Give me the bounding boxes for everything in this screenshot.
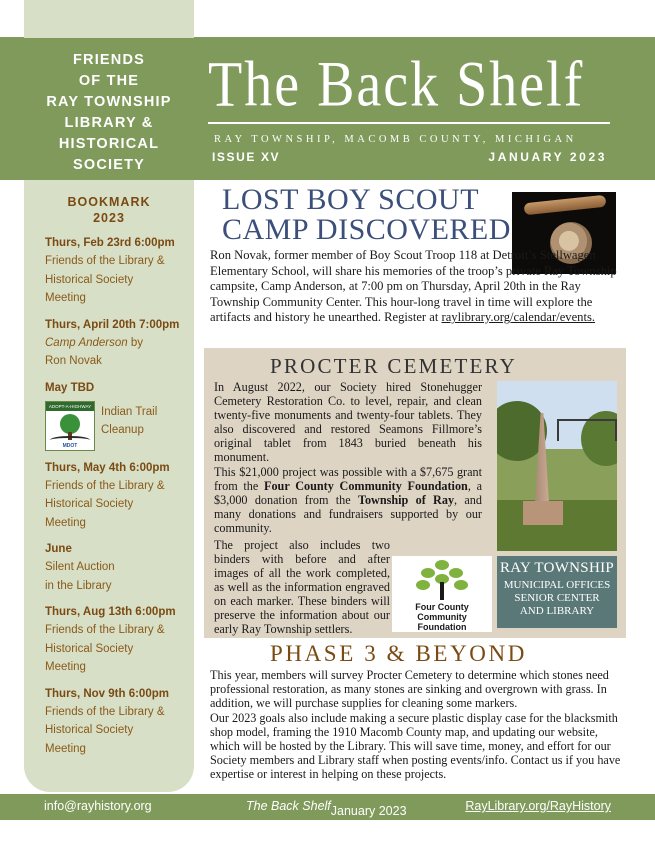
event-desc-line: Meeting — [45, 661, 86, 673]
adopt-highway — [45, 401, 193, 451]
issue-number: ISSUE XV — [212, 150, 281, 164]
event-desc — [45, 703, 193, 759]
event-date: Thurs, April 20th 7:00pm — [45, 318, 180, 331]
newsletter-title: The Back Shelf — [208, 49, 585, 121]
event-desc-line: Historical Society — [45, 498, 134, 510]
foundation-caption — [392, 602, 492, 632]
event-desc — [45, 621, 193, 677]
event-item — [45, 316, 193, 371]
lost-camp-heading — [222, 185, 511, 245]
event-date: Thurs, Aug 13th 6:00pm — [45, 606, 176, 618]
event-item — [45, 540, 193, 595]
phase3-para: This year, members will survey Procter Cemetery to determine which stones need professional restoration, as many stones are sinking and overgrown with grass. In addition, we will purchase supplies for cleaning some markers. — [210, 668, 609, 711]
event-date: May TBD — [45, 381, 95, 394]
org-line: FRIENDS — [72, 52, 146, 68]
sign-line: SENIOR CENTER — [514, 592, 600, 604]
event-item — [45, 234, 193, 308]
event-date: June — [45, 543, 72, 555]
procter-para-3: The project also includes two binders with before and after images of all the work completed, as well as the information engraved on each marker. These binders will preserve the information about our early Ray Township settlers. — [214, 538, 390, 636]
sign-title: RAY TOWNSHIP — [499, 560, 615, 576]
org-line: LIBRARY & — [64, 115, 154, 131]
event-item — [45, 459, 193, 533]
phase3-body — [210, 668, 622, 782]
event-desc — [45, 334, 193, 371]
event-desc-line: Friends of the Library & — [45, 479, 165, 492]
foundation-logo — [392, 556, 492, 632]
event-desc-by: by — [127, 336, 144, 349]
event-date: Thurs, Nov 9th 6:00pm — [45, 687, 169, 700]
monument-base — [523, 501, 563, 525]
register-link[interactable]: raylibrary.org/calendar/events. — [441, 310, 596, 325]
title-divider — [208, 122, 610, 124]
event-item — [45, 685, 193, 759]
event-desc — [45, 477, 193, 533]
leaf — [416, 580, 430, 590]
procter-para-1: In August 2022, our Society hired Stonehugger Cemetery Restoration Co. to level, repair, and clean twenty-five monuments and twenty-four tablets. They also discovered and restored Seamons Fillmore’s original tablet from 1843 buried beneath his monument. — [214, 380, 482, 464]
event-speaker: Ron Novak — [45, 355, 102, 367]
event-item — [45, 603, 193, 677]
footer-link[interactable]: RayLibrary.org/RayHistory — [465, 799, 611, 813]
bookmark-year: 2023 — [93, 211, 125, 225]
org-line: HISTORICAL — [58, 136, 160, 152]
footer-date: January 2023 — [330, 804, 407, 818]
tree-icon — [60, 414, 80, 434]
footer-issue — [246, 799, 407, 818]
event-desc-line: Historical Society — [45, 642, 134, 655]
body-text: Ron Novak, former member of Boy Scout Troop 118 at Detroit’s Stellwagen Elementary School, will share his memories of the troop’s private Ray Township campsite, Camp Anderson, at 7:00 pm on Thursday, April 20th in the Ray Township Community Center. This hour-long travel in time will explore the artifacts and history he unearthed. Register at — [210, 248, 617, 325]
sign-bottom: MDOT — [62, 442, 78, 449]
cemetery-photo — [497, 381, 617, 551]
leaf — [421, 568, 435, 578]
caption-line: Community Foundation — [417, 612, 467, 632]
event-desc-line: Historical Society — [45, 273, 134, 286]
phase3-para: Our 2023 goals also include making a secure plastic display case for the blacksmith shop model, framing the 1910 Macomb County map, and updating our website, which will be hosted by the Library. This will save time, money, and effort for our Society members and Library staff when posting events/info. Contact us if you have expertise or interest in helping on these projects. — [210, 710, 621, 782]
org-line: RAY TOWNSHIP — [46, 94, 172, 110]
event-desc-line — [45, 334, 193, 353]
tree-stem — [440, 582, 444, 600]
sign-line: MUNICIPAL OFFICES — [503, 579, 611, 591]
issue-date: JANUARY 2023 — [488, 150, 607, 164]
text: , and many donations and fundraisers supported by our community. — [214, 493, 482, 535]
leaf — [435, 560, 449, 570]
footer-email[interactable]: info@rayhistory.org — [44, 799, 152, 813]
sidebar-cap — [24, 0, 194, 38]
footer-bar — [0, 794, 655, 820]
leaf — [454, 580, 468, 590]
event-desc — [101, 403, 157, 440]
event-list — [45, 234, 193, 766]
event-title: Camp Anderson — [45, 336, 128, 349]
org-line: OF THE — [78, 73, 140, 89]
location-line: RAY TOWNSHIP, MACOMB COUNTY, MICHIGAN — [214, 134, 577, 145]
procter-heading: PROCTER CEMETERY — [270, 354, 517, 378]
heading-line: LOST BOY SCOUT — [222, 183, 480, 216]
event-desc-line: Friends of the Library & — [45, 255, 165, 267]
text: This $21,000 project was possible with a $7,675 grant from the — [214, 465, 482, 493]
org-name — [24, 50, 194, 176]
sign-line: AND LIBRARY — [519, 605, 595, 617]
event-desc-line: Meeting — [45, 292, 86, 304]
text: , a $3,000 donation from the — [214, 479, 482, 507]
sign-top: ADOPT-A-HIGHWAY — [46, 402, 94, 411]
event-date: Thurs, May 4th 6:00pm — [45, 461, 170, 474]
procter-para-2 — [214, 465, 482, 535]
event-desc-line: Cleanup — [101, 424, 144, 436]
event-desc-line: Meeting — [45, 742, 86, 755]
bookmark-line: BOOKMARK — [67, 195, 151, 209]
artifact-stick — [524, 195, 607, 216]
event-desc-line: Silent Auction — [45, 561, 115, 573]
event-desc-line: Friends of the Library & — [45, 624, 165, 636]
heading-line: CAMP DISCOVERED — [222, 213, 511, 246]
event-desc — [45, 558, 193, 595]
event-desc-line: in the Library — [45, 579, 112, 592]
bookmark-heading — [24, 194, 194, 226]
event-desc-line: Meeting — [45, 516, 86, 529]
township-offices-sign — [497, 556, 617, 628]
event-desc-line: Indian Trail — [101, 405, 158, 418]
sign-lines — [497, 579, 617, 618]
cemetery-gate — [557, 419, 617, 441]
event-desc-line: Friends of the Library & — [45, 705, 165, 718]
adopt-a-highway-sign-icon — [45, 401, 95, 451]
event-date: Thurs, Feb 23rd 6:00pm — [45, 237, 175, 249]
footer-newsletter: The Back Shelf — [246, 799, 331, 813]
foundation-name: Four County Community Foundation — [264, 479, 468, 493]
township-name: Township of Ray — [357, 493, 455, 507]
org-line: SOCIETY — [72, 157, 146, 173]
event-desc — [45, 252, 193, 308]
event-item — [45, 379, 193, 451]
leaf — [449, 568, 463, 578]
phase3-heading: PHASE 3 & BEYOND — [270, 641, 527, 666]
lost-camp-body — [210, 248, 622, 326]
caption-line: Four County — [415, 602, 469, 612]
event-desc-line: Historical Society — [45, 724, 134, 736]
